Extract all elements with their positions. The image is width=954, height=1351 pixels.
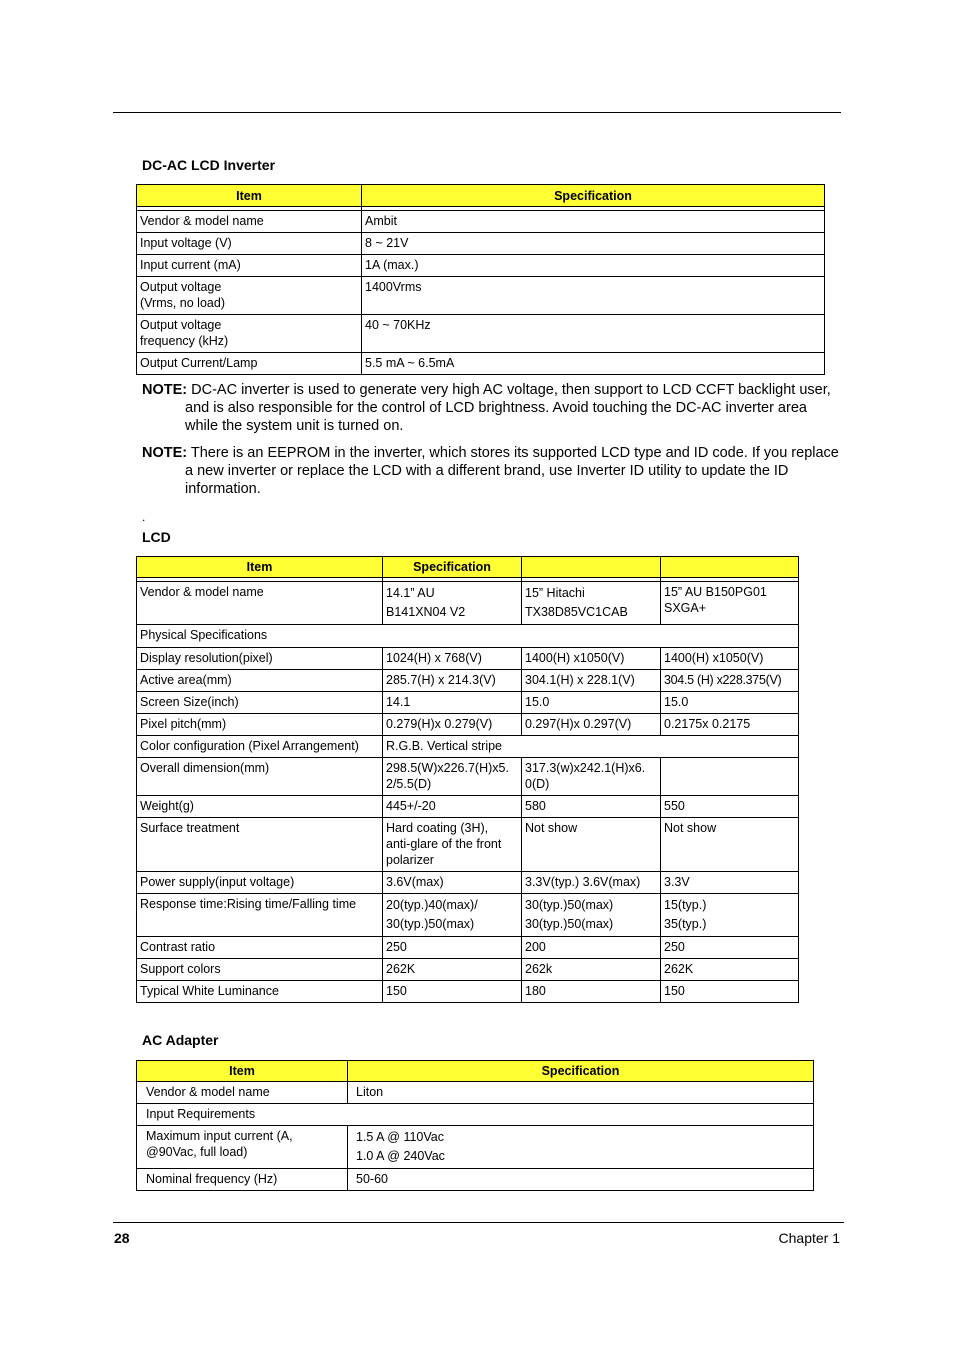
- item-cell: Output voltage frequency (kHz): [137, 315, 362, 353]
- item-cell: Overall dimension(mm): [137, 758, 383, 796]
- spec-cell: Hard coating (3H), anti-glare of the front polarizer: [383, 818, 522, 872]
- table-row: [137, 796, 799, 818]
- adapter-table: [136, 1060, 814, 1191]
- table-row: [137, 1169, 814, 1191]
- spec-cell: Not show: [661, 818, 799, 872]
- table-row: [137, 277, 825, 315]
- item-cell: Input current (mA): [137, 255, 362, 277]
- spec-cell: 50-60: [348, 1169, 814, 1191]
- item-cell: Output voltage (Vrms, no load): [137, 277, 362, 315]
- table-row: [137, 692, 799, 714]
- adapter-heading: AC Adapter: [142, 1032, 219, 1048]
- item-cell: Response time:Rising time/Falling time: [137, 894, 383, 937]
- item-cell: Output Current/Lamp: [137, 353, 362, 375]
- note-inverter-eeprom: [142, 444, 842, 498]
- spec-cell: 550: [661, 796, 799, 818]
- table-row: [137, 625, 799, 648]
- header-item: Item: [137, 1061, 348, 1082]
- item-cell: Display resolution(pixel): [137, 648, 383, 670]
- note-label: NOTE:: [142, 382, 188, 398]
- table-row: [137, 1082, 814, 1104]
- spec-cell: 180: [522, 981, 661, 1003]
- spec-cell: 15(typ.) 35(typ.): [661, 894, 799, 937]
- spec-cell: 40 ~ 70KHz: [362, 315, 825, 353]
- inverter-table: [136, 184, 825, 375]
- table-header-row: [137, 1061, 814, 1082]
- spec-cell: 14.1” AU B141XN04 V2: [383, 582, 522, 625]
- note-text: There is an EEPROM in the inverter, which stores its supported LCD type and ID code. If you replace a new inverter or replace the LCD with a different brand, use Inverter ID utility to update the ID information.: [185, 445, 839, 497]
- spec-cell: 3.3V(typ.) 3.6V(max): [522, 872, 661, 894]
- spec-cell: 3.6V(max): [383, 872, 522, 894]
- item-cell: Active area(mm): [137, 670, 383, 692]
- header-item: Item: [137, 557, 383, 578]
- table-row: [137, 648, 799, 670]
- spec-cell: 304.5 (H) x228.375(V): [661, 670, 799, 692]
- chapter-label: Chapter 1: [778, 1230, 840, 1246]
- table-row: [137, 937, 799, 959]
- spec-cell: 3.3V: [661, 872, 799, 894]
- table-row: [137, 894, 799, 937]
- item-cell: Surface treatment: [137, 818, 383, 872]
- spec-cell: 250: [383, 937, 522, 959]
- item-cell: Color configuration (Pixel Arrangement): [137, 736, 383, 758]
- spec-cell: 0.279(H)x 0.279(V): [383, 714, 522, 736]
- spec-cell: 30(typ.)50(max) 30(typ.)50(max): [522, 894, 661, 937]
- note-text: DC-AC inverter is used to generate very high AC voltage, then support to LCD CCFT backlight user, and is also responsible for the control of LCD brightness. Avoid touching the DC-AC inverter area while the system unit is turned on.: [185, 382, 831, 434]
- table-row: [137, 670, 799, 692]
- item-cell: Nominal frequency (Hz): [137, 1169, 348, 1191]
- spec-cell: 0.2175x 0.2175: [661, 714, 799, 736]
- spec-cell: 262k: [522, 959, 661, 981]
- spec-cell: 262K: [383, 959, 522, 981]
- spec-cell: 580: [522, 796, 661, 818]
- header-item: Item: [137, 185, 362, 207]
- item-cell: Weight(g): [137, 796, 383, 818]
- spec-cell: 1400(H) x1050(V): [661, 648, 799, 670]
- table-header-row: [137, 557, 799, 578]
- table-row: [137, 758, 799, 796]
- spec-cell: 262K: [661, 959, 799, 981]
- page-number: 28: [114, 1230, 130, 1246]
- spec-cell: 285.7(H) x 214.3(V): [383, 670, 522, 692]
- header-blank: [522, 557, 661, 578]
- table-row: [137, 353, 825, 375]
- section-cell: Physical Specifications: [137, 625, 799, 648]
- spec-cell: 150: [383, 981, 522, 1003]
- item-cell: Pixel pitch(mm): [137, 714, 383, 736]
- note-label: NOTE:: [142, 445, 188, 461]
- table-row: [137, 818, 799, 872]
- separator-dot: .: [142, 510, 146, 524]
- item-cell: Vendor & model name: [137, 1082, 348, 1104]
- header-specification: Specification: [383, 557, 522, 578]
- section-cell: Input Requirements: [137, 1104, 814, 1126]
- spec-cell: 1400Vrms: [362, 277, 825, 315]
- spec-cell: 1024(H) x 768(V): [383, 648, 522, 670]
- spec-cell: 20(typ.)40(max)/ 30(typ.)50(max): [383, 894, 522, 937]
- spec-cell: 150: [661, 981, 799, 1003]
- footer-rule: [113, 1222, 844, 1223]
- item-cell: Power supply(input voltage): [137, 872, 383, 894]
- table-row: [137, 736, 799, 758]
- table-row: [137, 582, 799, 625]
- table-row: [137, 255, 825, 277]
- table-row: [137, 315, 825, 353]
- table-row: [137, 981, 799, 1003]
- header-specification: Specification: [362, 185, 825, 207]
- item-cell: Vendor & model name: [137, 211, 362, 233]
- item-cell: Input voltage (V): [137, 233, 362, 255]
- table-row: [137, 872, 799, 894]
- top-rule: [113, 112, 841, 113]
- table-row: [137, 714, 799, 736]
- item-cell: Vendor & model name: [137, 582, 383, 625]
- spec-cell: 304.1(H) x 228.1(V): [522, 670, 661, 692]
- spec-cell: Not show: [522, 818, 661, 872]
- spec-cell: 14.1: [383, 692, 522, 714]
- spec-cell: 317.3(w)x242.1(H)x6. 0(D): [522, 758, 661, 796]
- spec-cell: [661, 758, 799, 796]
- item-cell: Contrast ratio: [137, 937, 383, 959]
- item-cell: Support colors: [137, 959, 383, 981]
- table-row: [137, 211, 825, 233]
- table-row: [137, 1126, 814, 1169]
- table-row: [137, 1104, 814, 1126]
- spec-cell: Ambit: [362, 211, 825, 233]
- item-cell: Typical White Luminance: [137, 981, 383, 1003]
- header-blank: [661, 557, 799, 578]
- spec-cell: 298.5(W)x226.7(H)x5. 2/5.5(D): [383, 758, 522, 796]
- spec-cell: 445+/-20: [383, 796, 522, 818]
- spec-cell: 15.0: [522, 692, 661, 714]
- note-inverter-voltage: [142, 381, 842, 435]
- spec-cell: 15” Hitachi TX38D85VC1CAB: [522, 582, 661, 625]
- spec-cell: 200: [522, 937, 661, 959]
- table-row: [137, 959, 799, 981]
- table-header-row: [137, 185, 825, 207]
- spec-cell: 0.297(H)x 0.297(V): [522, 714, 661, 736]
- item-cell: Maximum input current (A, @90Vac, full load): [137, 1126, 348, 1169]
- spec-cell: 5.5 mA ~ 6.5mA: [362, 353, 825, 375]
- spec-cell: 15” AU B150PG01 SXGA+: [661, 582, 799, 625]
- spec-cell: 1A (max.): [362, 255, 825, 277]
- spec-cell: 250: [661, 937, 799, 959]
- item-cell: Screen Size(inch): [137, 692, 383, 714]
- spec-cell: R.G.B. Vertical stripe: [383, 736, 799, 758]
- lcd-table: [136, 556, 799, 1003]
- lcd-heading: LCD: [142, 529, 171, 545]
- spec-cell: 8 ~ 21V: [362, 233, 825, 255]
- table-row: [137, 233, 825, 255]
- inverter-heading: DC-AC LCD Inverter: [142, 157, 276, 173]
- header-specification: Specification: [348, 1061, 814, 1082]
- spec-cell: Liton: [348, 1082, 814, 1104]
- spec-cell: 15.0: [661, 692, 799, 714]
- spec-cell: 1.5 A @ 110Vac 1.0 A @ 240Vac: [348, 1126, 814, 1169]
- spec-cell: 1400(H) x1050(V): [522, 648, 661, 670]
